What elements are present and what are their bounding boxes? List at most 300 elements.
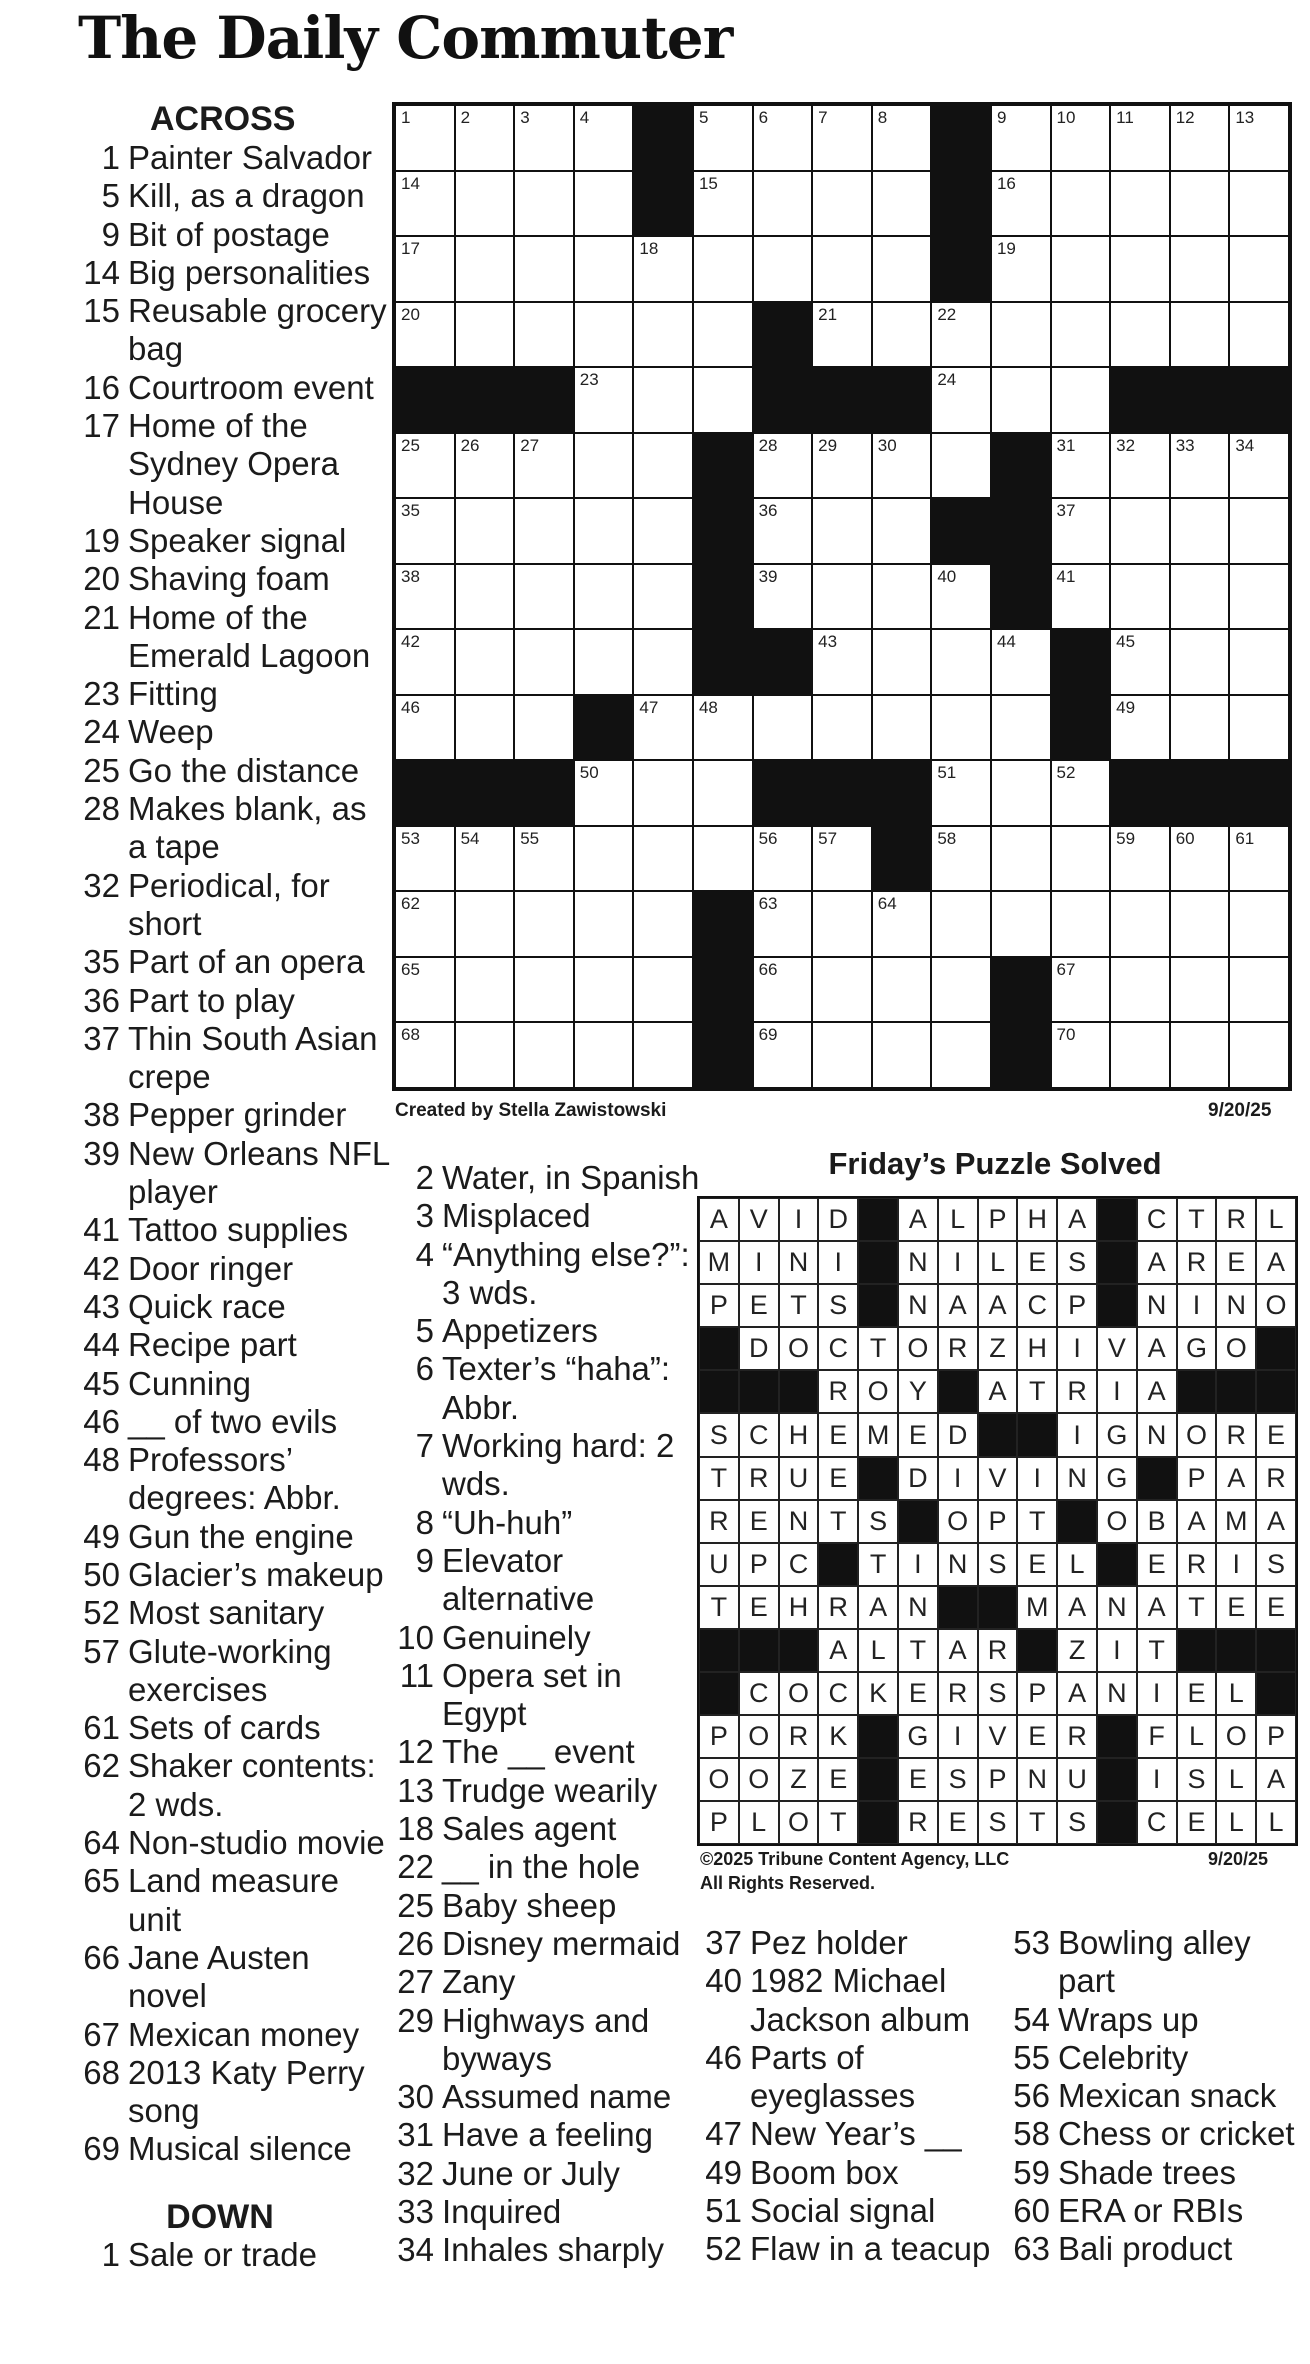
grid-cell[interactable] [1110, 629, 1170, 695]
grid-cell[interactable] [1170, 1022, 1230, 1088]
solution-black-square [1057, 1500, 1097, 1543]
grid-cell[interactable] [633, 629, 693, 695]
grid-cell[interactable] [514, 695, 574, 761]
clue-number: 53 [1013, 1924, 1050, 1961]
cell-number: 17 [401, 239, 420, 258]
grid-cell[interactable] [872, 433, 932, 499]
down-clues-col2 [386, 1159, 699, 2270]
grid-cell[interactable] [1110, 105, 1170, 171]
grid-cell[interactable] [574, 826, 634, 892]
clue-number: 43 [83, 1287, 120, 1325]
grid-cell[interactable] [514, 433, 574, 499]
clue-text: Appetizers [442, 1312, 598, 1350]
black-square [1170, 760, 1230, 826]
grid-cell[interactable] [514, 236, 574, 302]
grid-cell[interactable] [812, 957, 872, 1023]
black-square [1110, 367, 1170, 433]
grid-cell[interactable] [395, 629, 455, 695]
across-clues [72, 139, 390, 2169]
grid-cell[interactable] [991, 695, 1051, 761]
grid-cell[interactable] [514, 629, 574, 695]
cell-number: 38 [401, 566, 420, 586]
black-square [395, 367, 455, 433]
grid-cell[interactable] [812, 891, 872, 957]
cell-number: 27 [520, 435, 540, 455]
clue-text: Elevator [442, 1541, 564, 1579]
solution-letter: I [898, 1543, 938, 1586]
clue-number: 26 [397, 1924, 434, 1962]
grid-cell[interactable] [1170, 891, 1230, 957]
solution-letter: L [1216, 1801, 1256, 1844]
clue-number: 13 [397, 1771, 434, 1809]
grid-cell[interactable] [1229, 564, 1289, 630]
grid-cell[interactable] [395, 1022, 455, 1088]
solution-letter: O [1216, 1327, 1256, 1370]
solution-black-square [1177, 1370, 1217, 1413]
grid-cell[interactable] [574, 105, 634, 171]
solution-letter: A [1256, 1500, 1296, 1543]
grid-cell[interactable] [514, 957, 574, 1023]
grid-cell[interactable] [1110, 891, 1170, 957]
solution-black-square [858, 1198, 898, 1241]
grid-cell[interactable] [991, 105, 1051, 171]
grid-cell[interactable] [1051, 957, 1111, 1023]
clue-text: ERA or RBIs [1058, 2192, 1244, 2230]
grid-cell[interactable] [872, 564, 932, 630]
solution-letter: M [699, 1241, 739, 1284]
clue-text: June or July [442, 2154, 620, 2192]
grid-cell[interactable] [514, 171, 574, 237]
grid-cell[interactable] [455, 302, 515, 368]
grid-cell[interactable] [633, 236, 693, 302]
grid-cell[interactable] [395, 433, 455, 499]
clue-line [386, 1427, 699, 1465]
grid-cell[interactable] [395, 498, 455, 564]
grid-cell[interactable] [574, 433, 634, 499]
grid-cell[interactable] [1110, 957, 1170, 1023]
grid-cell[interactable] [574, 302, 634, 368]
clue-line [386, 1848, 699, 1886]
grid-cell[interactable] [693, 826, 753, 892]
solution-letter: I [1137, 1672, 1177, 1715]
grid-cell[interactable] [395, 826, 455, 892]
grid-cell[interactable] [455, 826, 515, 892]
grid-cell[interactable] [693, 695, 753, 761]
grid-cell[interactable] [514, 564, 574, 630]
grid-cell[interactable] [1051, 1022, 1111, 1088]
grid-cell[interactable] [693, 171, 753, 237]
grid-cell[interactable] [633, 826, 693, 892]
grid-cell[interactable] [931, 367, 991, 433]
grid-cell[interactable] [931, 891, 991, 957]
solution-letter: S [1256, 1543, 1296, 1586]
grid-cell[interactable] [991, 367, 1051, 433]
grid-cell[interactable] [1110, 695, 1170, 761]
grid-cell[interactable] [395, 564, 455, 630]
grid-cell[interactable] [455, 564, 515, 630]
grid-cell[interactable] [872, 171, 932, 237]
grid-cell[interactable] [1229, 302, 1289, 368]
cell-number: 4 [579, 108, 590, 127]
grid-cell[interactable] [1110, 498, 1170, 564]
grid-cell[interactable] [872, 629, 932, 695]
grid-cell[interactable] [753, 826, 813, 892]
grid-cell[interactable] [1229, 957, 1289, 1023]
grid-cell[interactable] [812, 564, 872, 630]
grid-cell[interactable] [812, 695, 872, 761]
crossword-grid[interactable] [392, 102, 1292, 1091]
grid-cell[interactable] [693, 236, 753, 302]
grid-cell[interactable] [991, 629, 1051, 695]
grid-cell[interactable] [1051, 302, 1111, 368]
grid-cell[interactable] [1051, 236, 1111, 302]
grid-cell[interactable] [574, 629, 634, 695]
grid-cell[interactable] [1229, 433, 1289, 499]
solution-letter: T [858, 1543, 898, 1586]
black-square [991, 498, 1051, 564]
grid-cell[interactable] [1229, 236, 1289, 302]
cell-number: 68 [401, 1025, 420, 1044]
solution-letter: F [1137, 1715, 1177, 1758]
black-square [693, 891, 753, 957]
grid-cell[interactable] [1229, 498, 1289, 564]
clue-line [72, 1365, 390, 1403]
clue-text: Bowling alley [1058, 1924, 1251, 1961]
grid-cell[interactable] [574, 891, 634, 957]
solution-letter: E [1017, 1241, 1057, 1284]
solution-letter: I [1057, 1327, 1097, 1370]
clue-text: Mexican snack [1058, 2077, 1277, 2115]
clue-text: Celebrity [1058, 2038, 1189, 2076]
grid-cell[interactable] [1110, 171, 1170, 237]
grid-cell[interactable] [812, 236, 872, 302]
clue-text: Cunning [128, 1364, 251, 1402]
grid-cell[interactable] [872, 302, 932, 368]
grid-cell[interactable] [455, 891, 515, 957]
grid-cell[interactable] [633, 433, 693, 499]
clue-text: degrees: Abbr. [128, 1479, 341, 1517]
grid-cell[interactable] [395, 171, 455, 237]
grid-cell[interactable] [931, 695, 991, 761]
solution-black-square [779, 1629, 819, 1672]
grid-cell[interactable] [872, 695, 932, 761]
clue-line [72, 675, 390, 713]
black-square [812, 367, 872, 433]
solution-letter: T [818, 1801, 858, 1844]
clue-text: Emerald Lagoon [128, 636, 371, 674]
clue-number: 2 [415, 1159, 434, 1196]
grid-cell[interactable] [633, 891, 693, 957]
grid-cell[interactable] [753, 695, 813, 761]
grid-cell[interactable] [574, 367, 634, 433]
clue-text: Shade trees [1058, 2153, 1236, 2191]
grid-cell[interactable] [1229, 105, 1289, 171]
grid-cell[interactable] [1170, 498, 1230, 564]
grid-cell[interactable] [931, 629, 991, 695]
grid-cell[interactable] [514, 498, 574, 564]
clue-continuation [72, 1901, 390, 1939]
solution-letter: E [1177, 1672, 1217, 1715]
grid-cell[interactable] [633, 302, 693, 368]
solution-letter: S [978, 1543, 1018, 1586]
grid-cell[interactable] [514, 826, 574, 892]
clue-text: New Orleans NFL [128, 1134, 391, 1172]
clue-number: 47 [705, 2115, 742, 2153]
grid-cell[interactable] [812, 105, 872, 171]
grid-cell[interactable] [455, 1022, 515, 1088]
grid-cell[interactable] [514, 302, 574, 368]
grid-cell[interactable] [991, 236, 1051, 302]
grid-cell[interactable] [1051, 891, 1111, 957]
grid-cell[interactable] [753, 433, 813, 499]
clue-text: novel [128, 1977, 207, 2015]
grid-cell[interactable] [931, 564, 991, 630]
grid-cell[interactable] [1051, 826, 1111, 892]
clue-line [72, 790, 390, 828]
grid-cell[interactable] [574, 498, 634, 564]
solution-letter: N [898, 1586, 938, 1629]
grid-cell[interactable] [931, 433, 991, 499]
clue-line [1002, 2001, 1295, 2039]
grid-cell[interactable] [872, 236, 932, 302]
cell-number: 39 [758, 566, 778, 586]
grid-cell[interactable] [574, 760, 634, 826]
clue-text: eyeglasses [750, 2077, 916, 2115]
solved-puzzle-title: Friday’s Puzzle Solved [828, 1146, 1162, 1181]
clue-number: 48 [83, 1441, 120, 1479]
grid-cell[interactable] [514, 1022, 574, 1088]
clue-text: Shaker contents: [128, 1747, 376, 1785]
grid-cell[interactable] [395, 236, 455, 302]
solution-letter: E [938, 1801, 978, 1844]
clue-number: 17 [83, 407, 120, 445]
grid-cell[interactable] [514, 105, 574, 171]
grid-cell[interactable] [991, 302, 1051, 368]
clue-text: Misplaced [442, 1197, 591, 1235]
solution-letter: R [818, 1370, 858, 1413]
clue-text: Big personalities [128, 253, 371, 291]
solution-black-square [858, 1241, 898, 1284]
grid-cell[interactable] [1229, 629, 1289, 695]
grid-cell[interactable] [1051, 564, 1111, 630]
clue-line [386, 1733, 699, 1771]
solution-letter: E [1017, 1543, 1057, 1586]
grid-cell[interactable] [1170, 564, 1230, 630]
grid-cell[interactable] [1110, 1022, 1170, 1088]
black-square [693, 1022, 753, 1088]
grid-cell[interactable] [1051, 105, 1111, 171]
grid-cell[interactable] [1170, 629, 1230, 695]
grid-cell[interactable] [1110, 302, 1170, 368]
grid-cell[interactable] [455, 433, 515, 499]
black-square [1229, 367, 1289, 433]
clue-number: 62 [83, 1747, 120, 1785]
clue-number: 54 [1013, 2000, 1050, 2038]
grid-cell[interactable] [812, 302, 872, 368]
grid-cell[interactable] [1170, 826, 1230, 892]
grid-cell[interactable] [753, 171, 813, 237]
clue-text: Shaving foam [128, 560, 330, 598]
grid-cell[interactable] [455, 105, 515, 171]
black-square [455, 760, 515, 826]
grid-cell[interactable] [812, 171, 872, 237]
clue-number: 65 [83, 1862, 120, 1900]
grid-cell[interactable] [633, 1022, 693, 1088]
grid-cell[interactable] [991, 891, 1051, 957]
grid-cell[interactable] [693, 302, 753, 368]
solution-letter: R [938, 1672, 978, 1715]
grid-cell[interactable] [633, 695, 693, 761]
grid-cell[interactable] [395, 891, 455, 957]
grid-cell[interactable] [872, 498, 932, 564]
clue-line [72, 216, 390, 254]
grid-cell[interactable] [753, 236, 813, 302]
grid-cell[interactable] [753, 564, 813, 630]
clue-number: 11 [399, 1656, 434, 1694]
grid-cell[interactable] [991, 171, 1051, 237]
grid-cell[interactable] [574, 1022, 634, 1088]
grid-cell[interactable] [753, 891, 813, 957]
solution-letter: E [818, 1413, 858, 1456]
grid-cell[interactable] [931, 957, 991, 1023]
black-square [633, 171, 693, 237]
solution-letter: Z [978, 1327, 1018, 1370]
grid-cell[interactable] [1110, 236, 1170, 302]
grid-cell[interactable] [1051, 760, 1111, 826]
grid-cell[interactable] [633, 957, 693, 1023]
grid-cell[interactable] [1170, 236, 1230, 302]
cell-number: 1 [401, 108, 411, 127]
grid-cell[interactable] [514, 891, 574, 957]
grid-cell[interactable] [1110, 433, 1170, 499]
clue-line [72, 1594, 390, 1632]
grid-cell[interactable] [633, 367, 693, 433]
solution-letter: R [978, 1629, 1018, 1672]
grid-cell[interactable] [931, 760, 991, 826]
grid-cell[interactable] [812, 629, 872, 695]
grid-cell[interactable] [1229, 891, 1289, 957]
clue-number: 35 [83, 943, 120, 981]
grid-cell[interactable] [693, 105, 753, 171]
grid-cell[interactable] [574, 564, 634, 630]
grid-cell[interactable] [574, 236, 634, 302]
grid-cell[interactable] [574, 171, 634, 237]
grid-cell[interactable] [1051, 498, 1111, 564]
solution-letter: R [1216, 1198, 1256, 1241]
clue-number: 55 [1013, 2038, 1050, 2076]
grid-cell[interactable] [1110, 564, 1170, 630]
grid-cell[interactable] [812, 826, 872, 892]
clue-number: 66 [83, 1938, 120, 1976]
grid-cell[interactable] [872, 1022, 932, 1088]
grid-cell[interactable] [693, 367, 753, 433]
grid-cell[interactable] [633, 564, 693, 630]
grid-cell[interactable] [395, 695, 455, 761]
solution-black-square [1017, 1413, 1057, 1456]
clue-line [386, 1312, 699, 1350]
grid-cell[interactable] [1229, 1022, 1289, 1088]
grid-cell[interactable] [931, 1022, 991, 1088]
grid-cell[interactable] [753, 498, 813, 564]
solution-letter: A [1256, 1758, 1296, 1801]
grid-cell[interactable] [455, 629, 515, 695]
grid-cell[interactable] [1170, 695, 1230, 761]
solution-letter: I [1097, 1629, 1137, 1672]
clue-number: 14 [83, 253, 120, 291]
grid-cell[interactable] [931, 826, 991, 892]
grid-cell[interactable] [1170, 105, 1230, 171]
grid-cell[interactable] [1170, 171, 1230, 237]
grid-cell[interactable] [455, 236, 515, 302]
cell-number: 61 [1235, 828, 1255, 848]
grid-cell[interactable] [991, 760, 1051, 826]
grid-cell[interactable] [991, 826, 1051, 892]
grid-cell[interactable] [395, 957, 455, 1023]
grid-cell[interactable] [1170, 302, 1230, 368]
grid-cell[interactable] [753, 1022, 813, 1088]
grid-cell[interactable] [753, 957, 813, 1023]
grid-cell[interactable] [574, 957, 634, 1023]
grid-cell[interactable] [633, 498, 693, 564]
grid-cell[interactable] [455, 171, 515, 237]
solution-black-square [699, 1629, 739, 1672]
clue-text: Glacier’s makeup [128, 1555, 384, 1593]
clue-text: byways [442, 2039, 553, 2077]
cell-number: 16 [996, 173, 1016, 193]
grid-cell[interactable] [812, 1022, 872, 1088]
black-square [1229, 760, 1289, 826]
grid-cell[interactable] [1170, 433, 1230, 499]
grid-cell[interactable] [1051, 367, 1111, 433]
grid-cell[interactable] [455, 957, 515, 1023]
grid-cell[interactable] [812, 433, 872, 499]
grid-cell[interactable] [1051, 171, 1111, 237]
grid-cell[interactable] [633, 760, 693, 826]
grid-cell[interactable] [872, 105, 932, 171]
grid-cell[interactable] [812, 498, 872, 564]
grid-cell[interactable] [872, 957, 932, 1023]
grid-cell[interactable] [872, 891, 932, 957]
grid-cell[interactable] [1229, 171, 1289, 237]
solution-black-square [739, 1370, 779, 1413]
grid-cell[interactable] [1170, 957, 1230, 1023]
clue-number: 23 [83, 675, 120, 713]
grid-cell[interactable] [395, 302, 455, 368]
grid-cell[interactable] [931, 302, 991, 368]
cell-number: 8 [877, 108, 888, 127]
grid-cell[interactable] [1051, 433, 1111, 499]
black-square [1051, 629, 1111, 695]
cell-number: 44 [996, 632, 1016, 651]
solution-letter: Z [779, 1758, 819, 1801]
grid-cell[interactable] [1229, 695, 1289, 761]
clue-continuation [72, 330, 390, 368]
clue-text: Opera set in [442, 1656, 622, 1694]
cell-number: 48 [698, 697, 718, 717]
grid-cell[interactable] [455, 498, 515, 564]
clue-continuation [694, 2077, 990, 2115]
grid-cell[interactable] [693, 760, 753, 826]
grid-cell[interactable] [1110, 826, 1170, 892]
clue-text: exercises [128, 1670, 268, 1708]
grid-cell[interactable] [455, 695, 515, 761]
clue-line [72, 407, 390, 445]
clue-continuation [386, 1695, 699, 1733]
grid-cell[interactable] [395, 105, 455, 171]
grid-cell[interactable] [1229, 826, 1289, 892]
solution-letter: R [1177, 1543, 1217, 1586]
grid-cell[interactable] [753, 105, 813, 171]
